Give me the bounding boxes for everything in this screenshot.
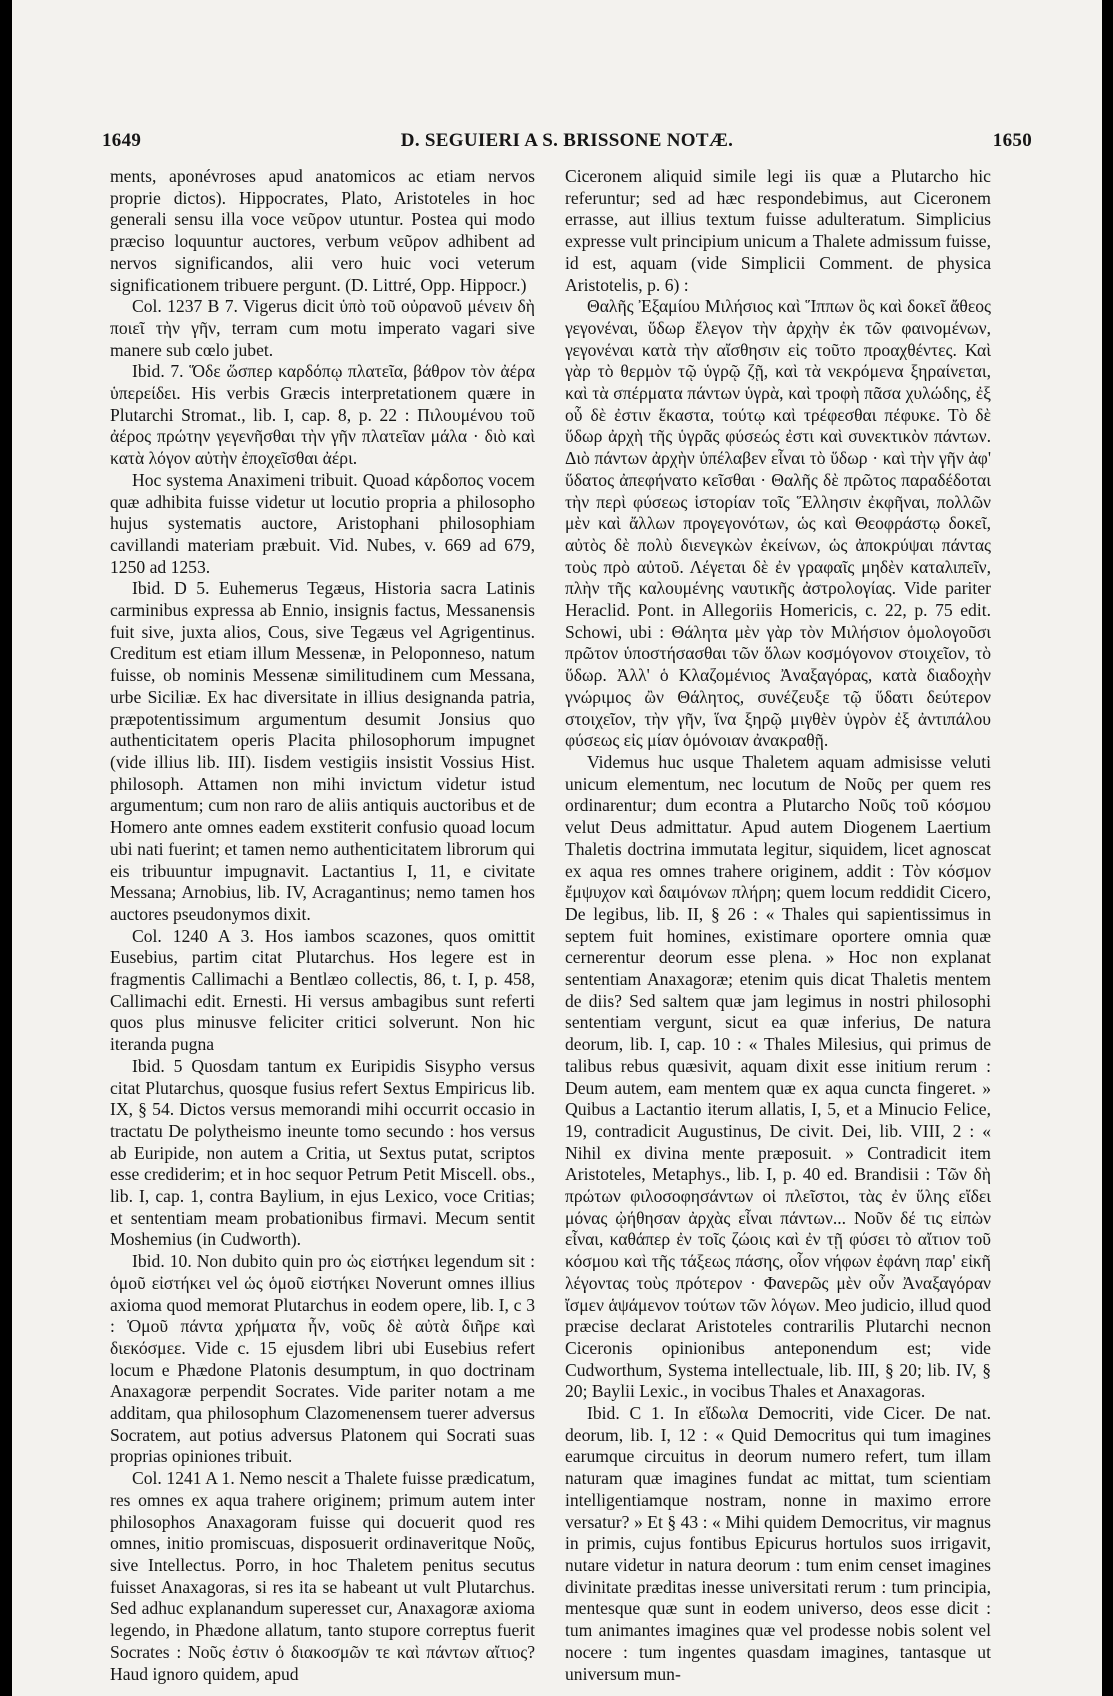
book-page	[12, 0, 1102, 1696]
page-number-right: 1650	[992, 130, 1032, 151]
running-header	[102, 130, 1032, 160]
paragraph: Ibid. 10. Non dubito quin pro ὡς εἰστήκει legendum sit : ὁμοῦ εἰστήκει vel ὡς ὁμοῦ εἰστήκει Noverunt omnes illius axioma quod memorat Plutarchus in eodem opere, lib. I, c 3 : Ὁμοῦ πάντα χρήματα ἦν, νοῦς δὲ αὐτὰ διῆρε καὶ διεκόσμεε. Vide c. 15 ejusdem libri ubi Eusebius refert locum e Phædone Platonis desumptum, in quo doctrinam Anaxagoræ perpendit Socrates. Vide pariter notam a me additam, qua philosophum Clazomenensem tuerer adversus Socratem, aut potius adversus Platonem qui Socrati suas proprias opiniones tribuit.	[110, 1251, 535, 1467]
paragraph: Col. 1240 A 3. Hos iambos scazones, quos omittit Eusebius, partim citat Plutarchus. Hos legere est in fragmentis Callimachi a Bentlæo collectis, 86, t. I, p. 458, Callimachi edit. Ernesti. Hi versus ambagibus sunt referti quos plus minusve feliciter critici solverunt. Non hic iteranda pugna	[110, 925, 535, 1055]
paragraph: ments, aponévroses apud anatomicos ac etiam nervos proprie dictos). Hippocrates, Plato, Aristoteles in hoc generali sensu illa voce νεῦρον utuntur. Postea qui modo præciso loquuntur auctores, verbum νεῦρον adhibent ad nervos significandos, alii vero huic voci veterum significationem tribuere pergunt. (D. Littré, Opp. Hippocr.)	[110, 166, 535, 295]
paragraph: Ibid. C 1. In εἴδωλα Democriti, vide Cicer. De nat. deorum, lib. I, 12 : « Quid Democritus qui tum imagines earumque circuitus in deorum numero refert, tum illam naturam quæ imagines fundat ac mittat, tum scientiam intelligentiamque nostram, nonne in maximo errore versatur? » Et § 43 : « Mihi quidem Democritus, vir magnus in primis, cujus fontibus Epicurus hortulos suos irrigavit, nutare videtur in natura deorum : tum enim censet imagines divinitate præditas inesse universitati rerum : tum principia, mentesque quæ sunt in eodem universo, deos esse dicit : tum animantes imagines quæ vel prodesse nobis solent vel nocere : tum ingentes quasdam imagines, tantasque ut universum mun-	[565, 1403, 991, 1684]
right-column	[565, 166, 991, 1684]
paragraph: Hoc systema Anaximeni tribuit. Quoad κάρδοπος vocem quæ adhibita fuisse videtur ut locutio propria a philosopho hujus systematis auctore, Aristophani philosophiam cavillandi materiam præbuit. Vid. Nubes, v. 669 ad 679, 1250 ad 1253.	[110, 469, 535, 577]
paragraph: Ibid. 7. Ὅδε ὥσπερ καρδόπῳ πλατεῖα, βάθρον τὸν ἀέρα ὑπερείδει. His verbis Græcis interpretationem quære in Plutarchi Stromat., lib. I, cap. 8, p. 22 : Πιλουμένου τοῦ ἀέρος πρώτην γεγενῆσθαι τὴν γῆν πλατεῖαν μάλα · διὸ καὶ κατὰ λόγον αὐτὴν ἐποχεῖσθαι ἀέρι.	[110, 361, 535, 469]
column-gutter	[545, 166, 546, 1646]
paragraph: Θαλῆς Ἐξαμίου Μιλήσιος καὶ Ἵππων ὃς καὶ δοκεῖ ἄθεος γεγονέναι, ὕδωρ ἔλεγον τὴν ἀρχὴν ἐκ τῶν φαινομένων, γεγονέναι κατὰ τὴν αἴσθησιν εἰς τοῦτο προαχθέντες. Καὶ γὰρ τὸ θερμὸν τῷ ὑγρῷ ζῇ, καὶ τὰ νεκρόμενα ξηραίνεται, καὶ τὰ σπέρματα πάντων ὑγρὰ, καὶ τροφὴ πᾶσα χυλώδης, ἐξ οὗ δὲ ἐστιν ἕκαστα, τούτῳ καὶ τρέφεσθαι πέφυκε. Τὸ δὲ ὕδωρ ἀρχὴ τῆς ὑγρᾶς φύσεώς ἐστι καὶ συνεκτικὸν πάντων. Διὸ πάντων ἀρχὴν ὑπέλαβεν εἶναι τὸ ὕδωρ · καὶ τὴν γῆν ἀφ' ὕδατος ἀπεφήνατο κεῖσθαι · Θαλῆς δὲ πρῶτος παραδέδοται τὴν περὶ φύσεως ἱστορίαν τοῖς Ἕλλησιν ἐκφῆναι, πολλῶν μὲν καὶ ἄλλων προγεγονότων, ὡς καὶ Θεοφράστῳ δοκεῖ, αὐτὸς δὲ πολὺ διενεγκὼν ἐκείνων, ὡς ἀποκρύψαι πάντας τοὺς πρὸ αὐτοῦ. Λέγεται δὲ ἐν γραφαῖς μηδὲν καταλιπεῖν, πλὴν τῆς καλουμένης ναυτικῆς ἀστρολογίας. Vide pariter Heraclid. Pont. in Allegoriis Homericis, c. 22, p. 75 edit. Schowi, ubi : Θάλητα μὲν γὰρ τὸν Μιλήσιον ὁμολογοῦσι πρῶτον ὑποστήσασθαι τῶν ὅλων κοσμόγονον στοιχεῖον, τὸ ὕδωρ. Ἀλλ' ὁ Κλαζομένιος Ἀναξαγόρας, κατὰ διαδοχὴν γνώριμος ὢν Θάλητος, συνέζευξε τῷ ὕδατι δεύτερον στοιχεῖον, τὴν γῆν, ἵνα ξηρῷ μιγθὲν ὑγρὸν ἐξ ἀντιπάλου φύσεως εἰς μίαν ὁμόνοιαν ἀνακραθῇ.	[565, 296, 991, 751]
paragraph: Ibid. D 5. Euhemerus Tegæus, Historia sacra Latinis carminibus expressa ab Ennio, insignis factus, Messanensis fuit sive, juxta alios, Cous, sive Tegæus vel Agrigentinus. Creditum est etiam illum Messenæ, in Peloponneso, natum fuisse, ob nominis Messenæ similitudinem cum Messana, urbe Siciliæ. Ex hac diversitate in illius designanda patria, præpotentissimum argumentum desumit Jonsius quo authenticitatem operis Placita philosophorum impugnet (vide illius lib. III). Iisdem vestigiis insistit Vossius Hist. philosoph. Attamen non mihi invictum videtur istud argumentum; cum non raro de aliis antiquis auctoribus et de Homero ante omnes eadem exstiterit confusio quoad locum ubi nati fuerint; et tamen nemo authenticitatem librorum qui eis tribuuntur impugnavit. Lactantius I, 11, e civitate Messana; Arnobius, lib. IV, Acragantinus; nemo tamen hos auctores pseudonymos dixit.	[110, 578, 535, 924]
paragraph: Col. 1241 A 1. Nemo nescit a Thalete fuisse prædicatum, res omnes ex aqua trahere originem; primum autem inter philosophos Anaxagoram fuisse qui docuerit quod res omnes, initio promiscuas, disposuerit ordinaveritque Νοῦς, sive Intellectus. Porro, in hoc Thaletem penitus secutus fuisset Anaxagoras, si res ita se habeant ut vult Plutarchus. Sed adhuc explanandum superesset cur, Anaxagoræ axioma legendo, in Phædone allatum, tanto stupore correptus fuerit Socrates : Νοῦς ἐστιν ὁ διακοσμῶν τε καὶ πάντων αἴτιος? Haud ignoro quidem, apud	[110, 1468, 535, 1684]
page-number-left: 1649	[102, 130, 142, 151]
running-title: D. SEGUIERI A S. BRISSONE NOTÆ.	[400, 130, 734, 151]
left-column	[110, 166, 535, 1684]
paragraph: Ciceronem aliquid simile legi iis quæ a Plutarcho hic referuntur; sed ad hæc respondebimus, aut Ciceronem errasse, aut illius textum fuisse adulteratum. Simplicius expresse vult principium unicum a Thalete admissum fuisse, id est, aquam (vide Simplicii Comment. de physica Aristotelis, p. 6) :	[565, 166, 991, 295]
paragraph: Videmus huc usque Thaletem aquam admisisse veluti unicum elementum, nec locutum de Νοῦς per quem res ordinarentur; dum econtra a Plutarcho Νοῦς τοῦ κόσμου velut Deus admittatur. Apud autem Diogenem Laertium Thaletis doctrina immutata legitur, siquidem, licet agnoscat ex aqua res omnes trahere originem, addit : Τὸν κόσμον ἔμψυχον καὶ δαιμόνων πλήρη; quem locum reddidit Cicero, De legibus, lib. II, § 26 : « Thales qui sapientissimus in septem fuit homines, existimare oportere omnia quæ cernerentur deorum esse plena. » Hoc non explanat sententiam Anaxagoræ; etenim quis dicat Thaletis mentem de diis? Sed saltem quæ jam legimus in nostri philosophi sententiam vergunt, sicut ea quæ inferius, De natura deorum, lib. I, cap. 10 : « Thales Milesius, qui primus de talibus rebus quæsivit, aquam dixit esse initium rerum : Deum autem, eam mentem quæ ex aqua cuncta fingeret. » Quibus a Lactantio iterum allatis, I, 5, et a Minucio Felice, 19, contradicit Augustinus, De civit. Dei, lib. VIII, 2 : « Nihil ex divina mente præposuit. » Contradicit item Aristoteles, Metaphys., lib. I, p. 40 ed. Brandisii : Τῶν δὴ πρώτων φιλοσοφησάντων οἱ πλεῖστοι, τὰς ἐν ὕλης εἴδει μόνας ᾠήθησαν ἀρχὰς εἶναι πάντων... Νοῦν δέ τις εἰπὼν εἶναι, καθάπερ ἐν τοῖς ζώοις καὶ ἐν τῇ φύσει τὸ αἴτιον τοῦ κόσμου καὶ τῆς τάξεως πάσης, οἷον νήφων ἐφάνη παρ' εἰκῆ λέγοντας τοὺς πρότερον · Φανερῶς μὲν οὖν Ἀναξαγόραν ἴσμεν ἁψάμενον τούτων τῶν λόγων. Meo judicio, illud quod præcise declarat Aristoteles contrarilis Plutarchi necnon Ciceronis opinionibus anteponendum est; vide Cudworthum, Systema intellectuale, lib. III, § 20; lib. IV, § 20; Baylii Lexic., in vocibus Thales et Anaxagoras.	[565, 751, 991, 1402]
paragraph: Col. 1237 B 7. Vigerus dicit ὑπὸ τοῦ οὐρανοῦ μένειν δὴ ποιεῖ τὴν γῆν, terram cum motu imperato vagari sive manere sub cœlo jubet.	[110, 296, 535, 360]
paragraph: Ibid. 5 Quosdam tantum ex Euripidis Sisypho versus citat Plutarchus, quosque fusius refert Sextus Empiricus lib. IX, § 54. Dictos versus memorandi mihi occurrit occasio in tractatu De polytheismo ineunte tomo secundo : hos versus ab Euripide, non autem a Critia, ut Sextus putat, scriptos esse crediderim; et in hoc sequor Petrum Petit Miscell. obs., lib. I, cap. 1, contra Baylium, in ejus Lexico, voce Critias; et sententiam meam probationibus firmavi. Mecum sentit Moshemius (in Cudworth).	[110, 1055, 535, 1250]
